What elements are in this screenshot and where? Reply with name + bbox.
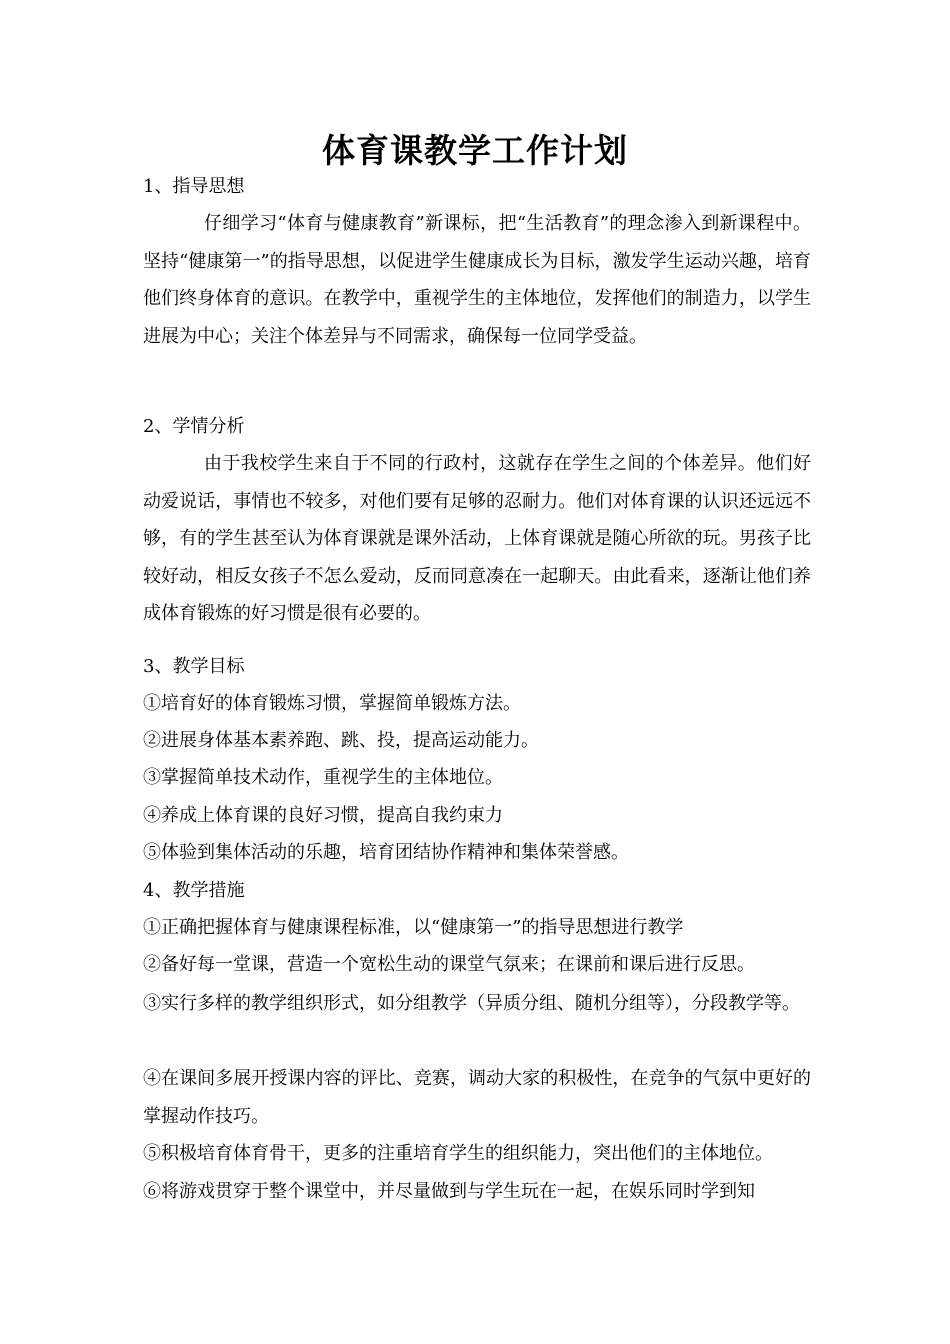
list-item: ④养成上体育课的良好习惯，提高自我约束力 (143, 805, 503, 826)
section-paragraph-student-analysis: 由于我校学生来自于不同的行政村，这就存在学生之间的个体差异。他们好动爱说话，事情也不较多，对他们要有足够的忍耐力。他们对体育课的认识还远远不够，有的学生甚至认为体育课就是课外活动，上体育课就是随心所欲的玩。男孩子比较好动，相反女孩子不怎么爱动，反而同意凑在一起聊天。由此看来，逐渐让他们养成体育锻炼的好习惯是很有必要的。 (143, 453, 811, 624)
list-item: ⑥将游戏贯穿于整个课堂中，并尽量做到与学生玩在一起，在娱乐同时学到知 (143, 1181, 755, 1202)
section-heading-teaching-goals: 3、教学目标 (143, 656, 245, 677)
list-item: ②进展身体基本素养跑、跳、投，提高运动能力。 (143, 730, 539, 751)
list-item: ③掌握简单技术动作，重视学生的主体地位。 (143, 767, 503, 788)
section-heading-guiding-thought: 1、指导思想 (143, 176, 245, 197)
list-item: ①培育好的体育锻炼习惯，掌握简单锻炼方法。 (143, 693, 521, 714)
section-heading-teaching-measures: 4、教学措施 (143, 880, 245, 901)
list-item: ②备好每一堂课，营造一个宽松生动的课堂气氛来；在课前和课后进行反思。 (143, 954, 755, 975)
list-item: ④在课间多展开授课内容的评比、竞赛，调动大家的积极性，在竞争的气氛中更好的掌握动作技巧。 (143, 1068, 811, 1127)
list-item: ⑤体验到集体活动的乐趣，培育团结协作精神和集体荣誉感。 (143, 842, 629, 863)
list-item: ①正确把握体育与健康课程标准，以“健康第一”的指导思想进行教学 (143, 917, 684, 938)
section-paragraph-guiding-thought: 仔细学习“体育与健康教育”新课标，把“生活教育”的理念渗入到新课程中。坚持“健康第一”的指导思想，以促进学生健康成长为目标，激发学生运动兴趣，培育他们终身体育的意识。在教学中，重视学生的主体地位，发挥他们的制造力，以学生进展为中心；关注个体差异与不同需求，确保每一位同学受益。 (143, 213, 811, 347)
document-title: 体育课教学工作计划 (322, 131, 628, 170)
section-heading-student-analysis: 2、学情分析 (143, 416, 245, 437)
list-item: ③实行多样的教学组织形式，如分组教学（异质分组、随机分组等），分段教学等。 (143, 993, 800, 1014)
list-item: ⑤积极培育体育骨干，更多的注重培育学生的组织能力，突出他们的主体地位。 (143, 1143, 773, 1164)
